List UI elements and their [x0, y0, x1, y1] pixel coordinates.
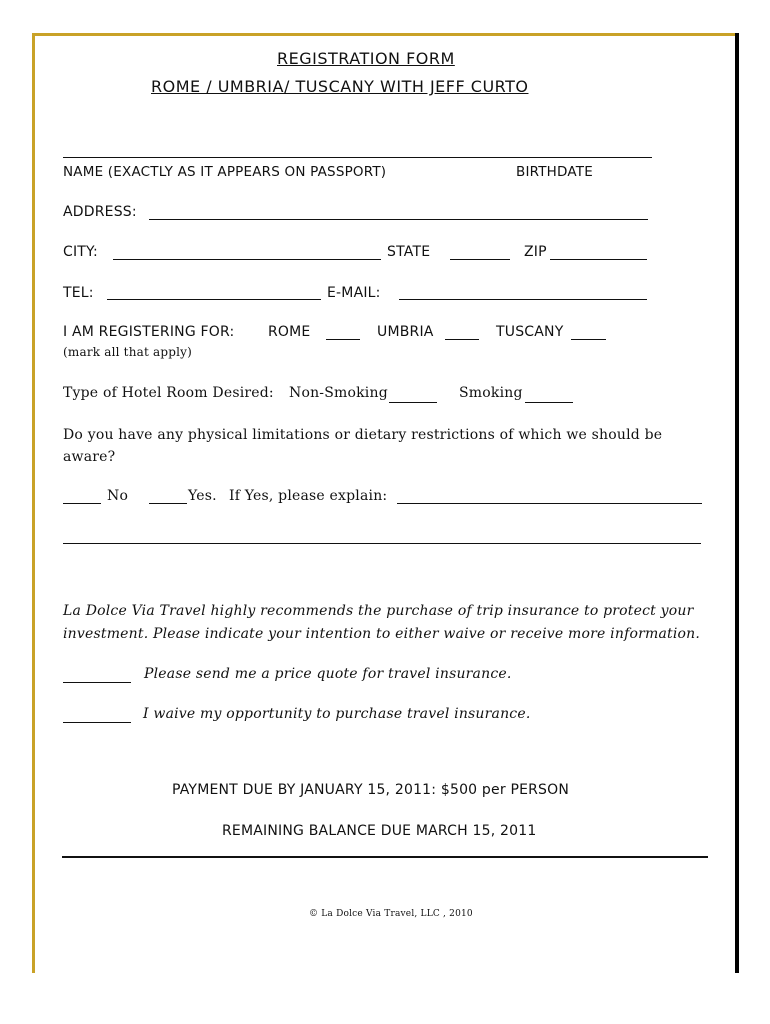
umbria-label: UMBRIA — [377, 324, 434, 340]
yes-checkbox-line[interactable] — [149, 503, 187, 504]
rome-checkbox-line[interactable] — [326, 339, 360, 340]
frame-right-border — [735, 33, 739, 973]
limitations-question-line2: aware? — [63, 449, 116, 465]
state-input-line[interactable] — [450, 259, 510, 260]
frame-top-border — [32, 33, 739, 36]
zip-input-line[interactable] — [550, 259, 647, 260]
rome-label: ROME — [268, 324, 311, 340]
limitations-question-line1: Do you have any physical limitations or dietary restrictions of which we should be — [63, 427, 663, 443]
address-label: ADDRESS: — [63, 204, 137, 220]
state-label: STATE — [387, 244, 431, 260]
mark-all-note: (mark all that apply) — [63, 345, 193, 359]
frame-left-border — [32, 33, 35, 973]
explain-label: If Yes, please explain: — [229, 488, 388, 504]
name-input-line[interactable] — [63, 157, 652, 158]
non-smoking-checkbox-line[interactable] — [389, 402, 437, 403]
insurance-waive-checkbox-line[interactable] — [63, 722, 131, 723]
birthdate-label: BIRTHDATE — [516, 164, 593, 180]
copyright-notice: © La Dolce Via Travel, LLC , 2010 — [309, 909, 473, 919]
tuscany-label: TUSCANY — [496, 324, 564, 340]
smoking-checkbox-line[interactable] — [525, 402, 573, 403]
address-input-line[interactable] — [149, 219, 648, 220]
tel-input-line[interactable] — [107, 299, 321, 300]
tuscany-checkbox-line[interactable] — [571, 339, 606, 340]
non-smoking-label: Non-Smoking — [289, 385, 388, 401]
smoking-label: Smoking — [459, 385, 523, 401]
hotel-label: Type of Hotel Room Desired: — [63, 385, 274, 401]
yes-label: Yes. — [188, 488, 217, 504]
form-title: REGISTRATION FORM — [277, 49, 455, 68]
zip-label: ZIP — [524, 244, 547, 260]
insurance-quote-checkbox-line[interactable] — [63, 682, 131, 683]
name-label: NAME (EXACTLY AS IT APPEARS ON PASSPORT) — [63, 164, 387, 180]
city-input-line[interactable] — [113, 259, 381, 260]
explain-input-line[interactable] — [397, 503, 702, 504]
insurance-quote-option: Please send me a price quote for travel insurance. — [144, 666, 512, 682]
footer-divider — [62, 856, 708, 858]
email-label: E-MAIL: — [327, 285, 381, 301]
payment-due: PAYMENT DUE BY JANUARY 15, 2011: $500 per PERSON — [172, 782, 570, 798]
registering-label: I AM REGISTERING FOR: — [63, 324, 235, 340]
umbria-checkbox-line[interactable] — [445, 339, 479, 340]
insurance-intro-line1: La Dolce Via Travel highly recommends the purchase of trip insurance to protect your — [63, 603, 694, 619]
insurance-waive-option: I waive my opportunity to purchase travel insurance. — [143, 706, 531, 722]
form-subtitle: ROME / UMBRIA/ TUSCANY WITH JEFF CURTO — [151, 77, 529, 96]
email-input-line[interactable] — [399, 299, 647, 300]
explain-input-line-2[interactable] — [63, 543, 701, 544]
insurance-intro-line2: investment. Please indicate your intention to either waive or receive more information. — [63, 626, 700, 642]
no-checkbox-line[interactable] — [63, 503, 101, 504]
city-label: CITY: — [63, 244, 98, 260]
tel-label: TEL: — [63, 285, 94, 301]
no-label: No — [107, 488, 129, 504]
remaining-balance: REMAINING BALANCE DUE MARCH 15, 2011 — [222, 823, 537, 839]
